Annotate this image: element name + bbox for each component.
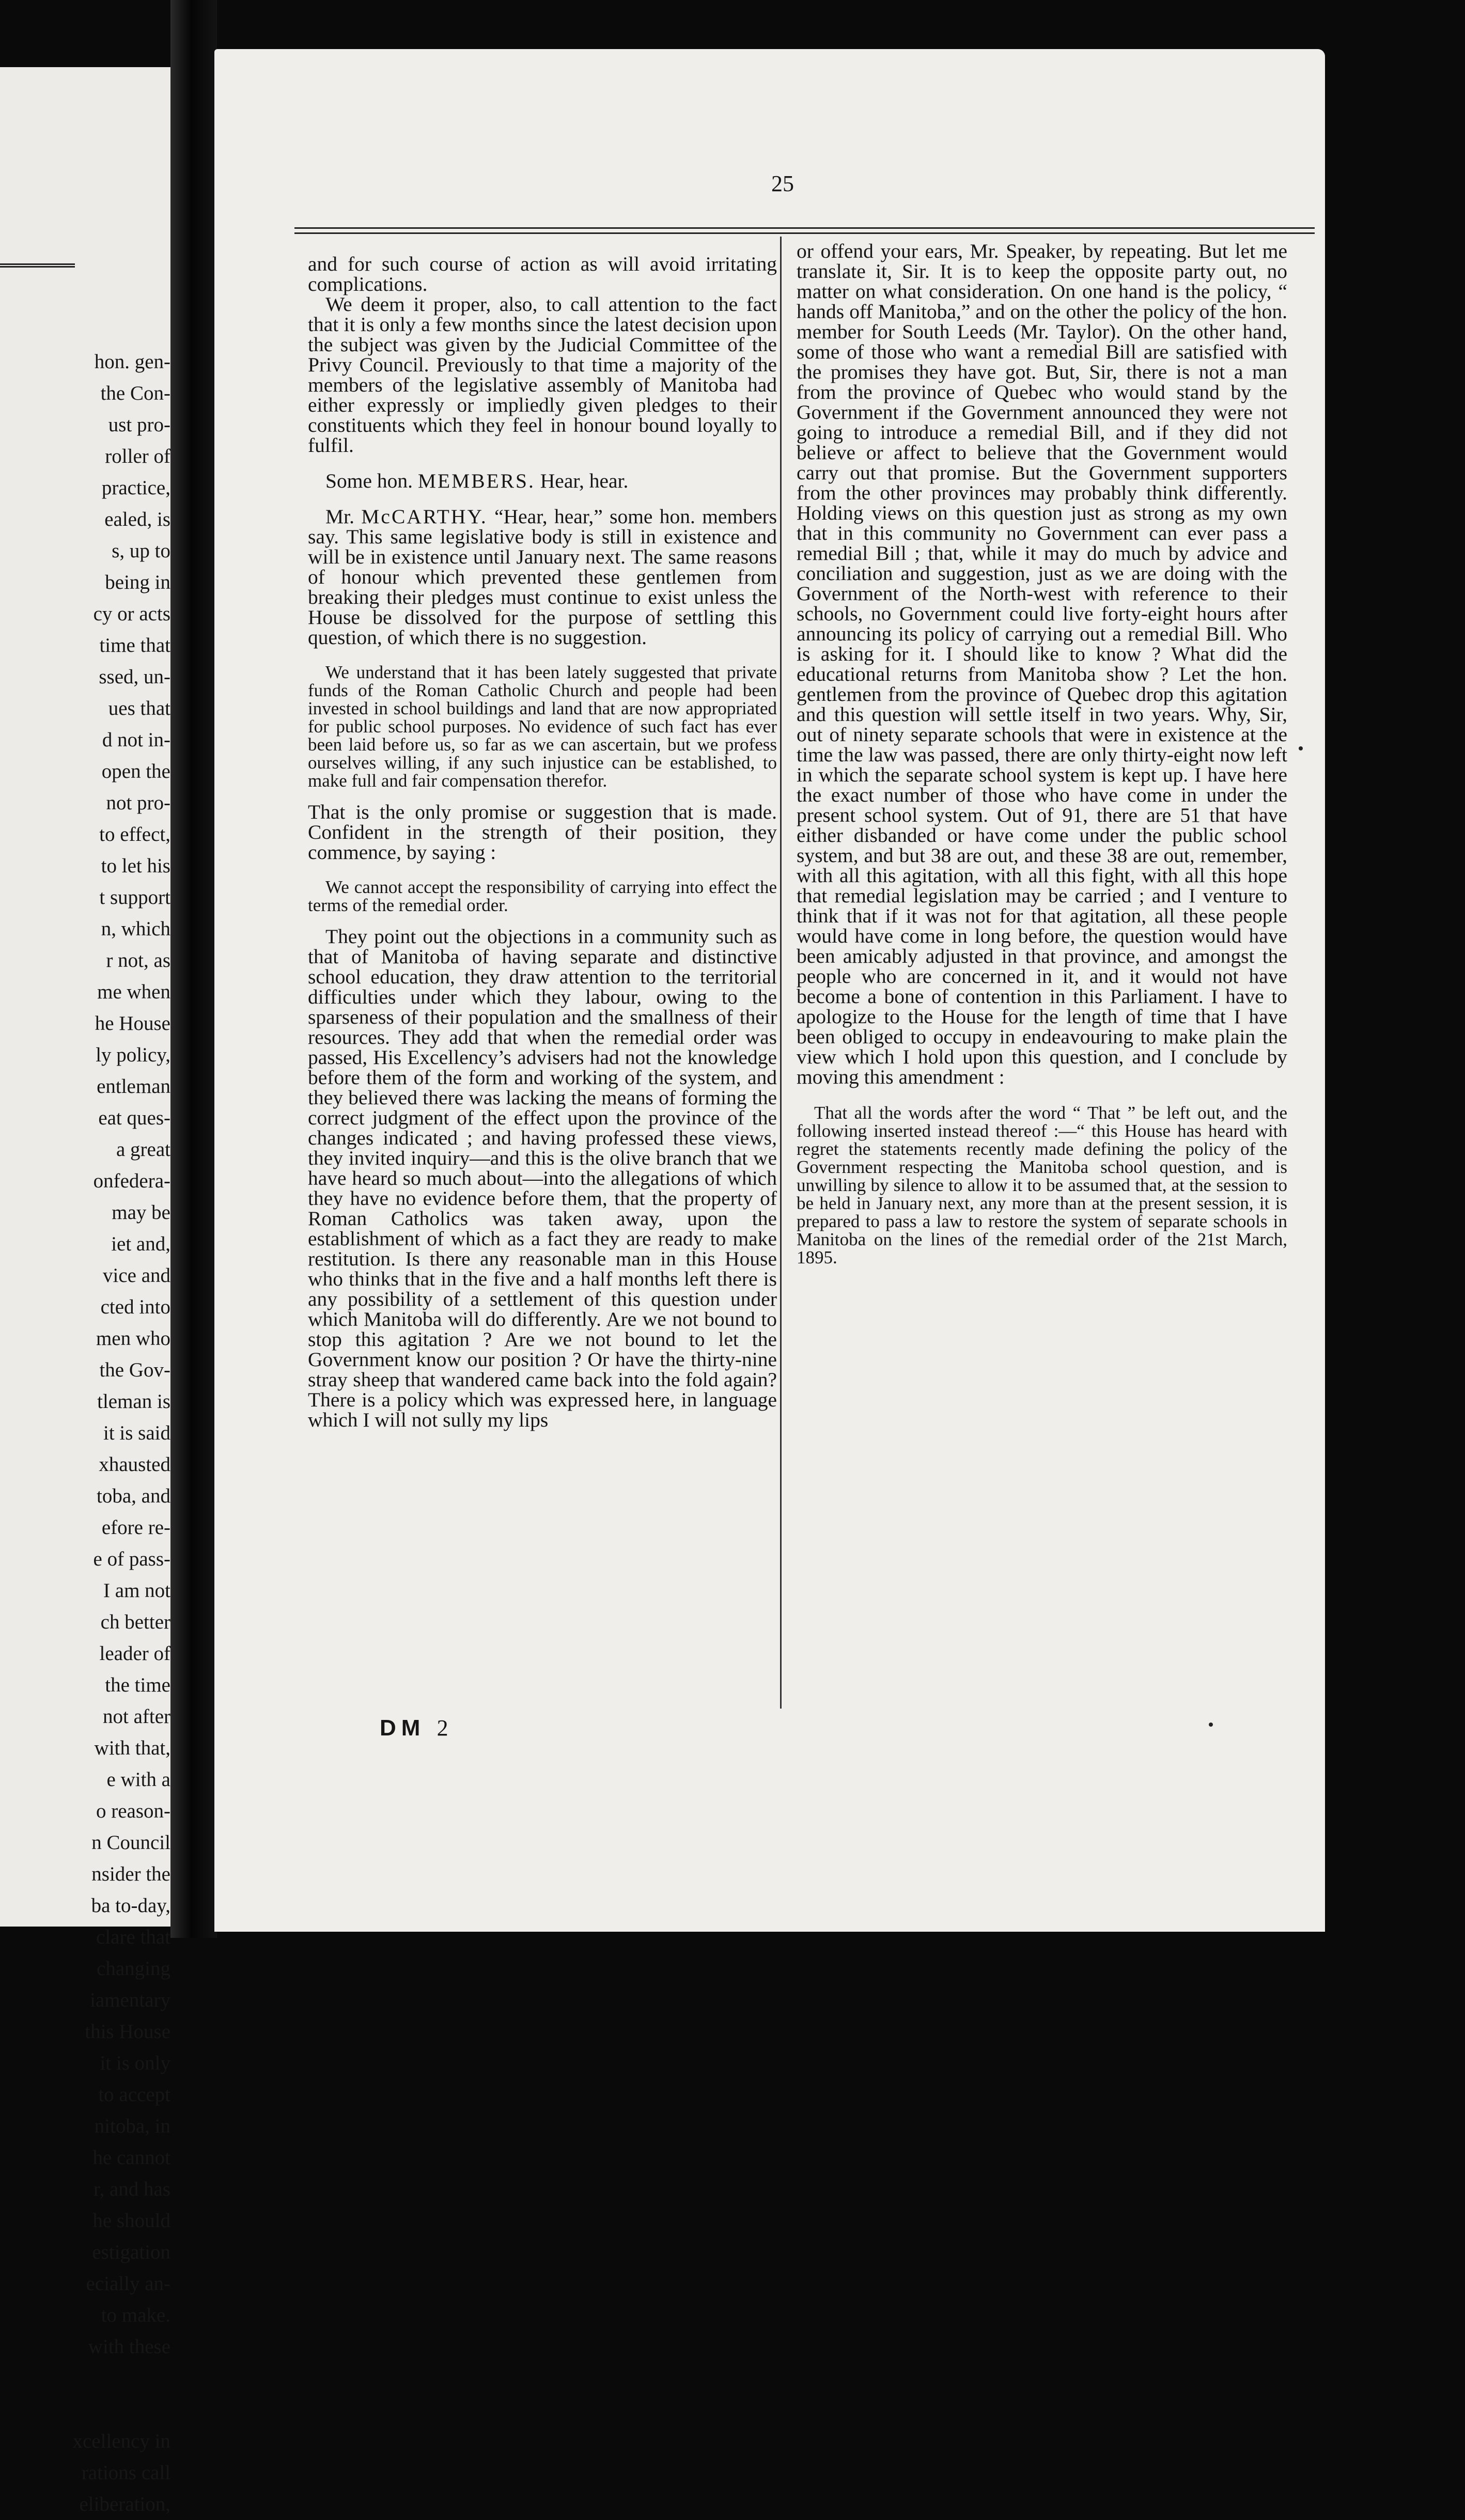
ink-speck (1209, 1723, 1213, 1727)
paragraph: and for such course of action as will avoid irritating complications. (308, 253, 777, 295)
text-line: time that (99, 634, 170, 656)
text-line: cted into (100, 1296, 170, 1318)
book-gutter (170, 0, 217, 1938)
amendment-text: That all the words after the word “ That ” be left out, and the following inserted instead thereof :—“ this House has heard with regret the statements recently made defining the policy of the Government respecting the Manitoba school question, and is unwilling by silence to allow it to be assumed that, at the session to be held in January next, any more than at the present session, it is prepared to pass a law to restore the system of separate schools in Manitoba on the lines of the remedial order of the 21st March, 1895. (797, 1103, 1287, 1267)
text-line: he should (92, 2210, 170, 2232)
text-line: he House (95, 1012, 170, 1035)
text-line: men who (96, 1327, 170, 1350)
text-line: the Con- (100, 382, 170, 404)
text-line: to let his (101, 855, 170, 877)
text-line: this House (85, 2021, 170, 2043)
page-number: 25 (771, 171, 794, 196)
text-line: the time (105, 1674, 170, 1696)
text-line: t support (99, 886, 170, 909)
text-line: ust pro- (108, 414, 170, 436)
text-line: to accept (98, 2084, 170, 2106)
header-double-rule (294, 227, 1315, 237)
text-line: may be (112, 1201, 170, 1224)
text-line: hon. gen- (94, 351, 170, 373)
text-line: ba to-day, (91, 1895, 170, 1917)
quoted-passage: We understand that it has been lately suggested that private funds of the Roman Catholic Church and people had been invested in school buildings and land that are now appropriated for public school purposes. No evidence of such fact has ever been laid before us, so far as we can ascertain, but we profess ourselves willing, if any such injustice can be established, to make full and fair compensation therefor. (308, 662, 777, 791)
text-line: leader of (99, 1642, 170, 1665)
text-line: estigation (92, 2241, 170, 2263)
text-line: e of pass- (93, 1548, 170, 1570)
text-line: d not in- (102, 729, 170, 751)
text-line: he cannot (92, 2147, 170, 2169)
left-column (308, 254, 777, 1430)
text-line: roller of (105, 445, 170, 467)
interjection: Some hon. MEMBERS. Hear, hear. (325, 469, 629, 492)
paragraph: We deem it proper, also, to call attention to the fact that it is only a few months since the latest decision upon the subject was given by the Judicial Committee of the Privy Council. Previously to that time a majority of the members of the legislative assembly of Manitoba had either expressly or impliedly given pledges to their constituents which they feel in honour bound loyally to fulfil. (308, 293, 777, 457)
text-line: it is only (100, 2052, 170, 2074)
text-line: vice and (102, 1264, 170, 1287)
facing-page-fragment (0, 67, 170, 2515)
text-line: tleman is (97, 1390, 170, 1413)
text-line: ch better (100, 1611, 170, 1633)
text-line: s, up to (112, 540, 170, 562)
facing-page-text (0, 346, 170, 2520)
text-line: with these (88, 2336, 170, 2358)
section-rule (0, 263, 75, 268)
text-line: practice, (101, 477, 170, 499)
text-line: the Gov- (99, 1359, 170, 1381)
text-line: r, and has (93, 2178, 170, 2200)
text-line: efore re- (101, 1516, 170, 1539)
column-divider (780, 237, 782, 1709)
text-line: me when (97, 981, 170, 1003)
text-line: rations call (81, 2462, 170, 2484)
text-line: xhausted (99, 1453, 170, 1476)
text-line: toba, and (97, 1485, 170, 1507)
text-line: not after (102, 1705, 170, 1728)
text-line: n, which (101, 918, 170, 940)
text-line: not pro- (106, 792, 170, 814)
text-line: nsider the (91, 1863, 170, 1885)
paragraph: That is the only promise or suggestion that is made. Confident in the strength of their position, they commence, by saying : (308, 801, 777, 864)
text-line: it is said (103, 1422, 170, 1444)
text-line: iet and, (111, 1233, 170, 1255)
ink-speck (1299, 746, 1303, 750)
text-line: open the (101, 760, 170, 782)
text-line: ealed, is (104, 508, 170, 530)
quoted-passage: We cannot accept the responsibility of carrying into effect the terms of the remedial order. (308, 877, 777, 915)
text-line: ues that (108, 697, 170, 719)
text-line: eat ques- (98, 1107, 170, 1129)
text-line: e with a (106, 1768, 170, 1791)
text-line: eliberation, (79, 2493, 170, 2515)
text-line: xcellency in (72, 2430, 170, 2452)
text-line: iamentary (90, 1989, 170, 2011)
text-line: changing (97, 1958, 170, 1980)
speech-paragraph: Mr. McCARTHY. “Hear, hear,” some hon. members say. This same legislative body is still in existence and will be in existence until January next. The same reasons of honour which prevented these gentlemen from breaking their pledges must continue to exist unless the House be dissolved for the purpose of settling this question, of which there is no suggestion. (308, 505, 777, 649)
text-line: ecially an- (86, 2273, 170, 2295)
printer-signature: DM 2 (380, 1715, 448, 1741)
right-column (797, 241, 1287, 1266)
text-line: nitoba, in (94, 2115, 170, 2137)
text-line: ly policy, (96, 1044, 170, 1066)
text-line: to make. (101, 2304, 170, 2326)
text-line: o reason- (96, 1800, 170, 1822)
text-line: I am not (103, 1579, 170, 1602)
text-line: r not, as (106, 949, 170, 972)
text-line: a great (116, 1138, 170, 1161)
text-line: clare that (96, 1926, 170, 1948)
paragraph: They point out the objections in a community such as that of Manitoba of having separate and distinctive school education, they draw attention to the territorial difficulties under which they labour, owing to the sparseness of their population and the smallness of their resources. They add that when the remedial order was passed, His Excellency’s advisers had not the knowledge before them of the form and working of the system, and they believed there was lacking the means of forming the correct judgment of the effect upon the province of the changes indicated ; and having professed these views, they invited inquiry—and this is the olive branch that we have heard so much about—into the allegations of which they have no evidence before them, that the property of Roman Catholics was taken away, upon the establishment of which as a fact they are ready to make restitution. Is there any reasonable man in this House who thinks that in the five and a half months left there is any possibility of a settlement of this question under which Manitoba will do differently. Are we not bound to stop this agitation ? Are we not bound to let the Government know our position ? Or have the thirty-nine stray sheep that wandered came back into the fold again? There is a policy which was expressed here, in language which I will not sully my lips (308, 925, 777, 1431)
text-line: being in (105, 571, 170, 593)
text-line: entleman (97, 1075, 170, 1098)
text-line: onfedera- (93, 1170, 170, 1192)
text-line: ssed, un- (99, 666, 170, 688)
text-line: with that, (94, 1737, 170, 1759)
text-line: cy or acts (93, 603, 170, 625)
text-line: n Council (91, 1832, 170, 1854)
text-line: to effect, (99, 823, 170, 846)
paragraph: or offend your ears, Mr. Speaker, by repeating. But let me translate it, Sir. It is to keep the opposite party out, no matter on what consideration. On one hand is the policy, “ hands off Manitoba,” and on the other the policy of the hon. member for South Leeds (Mr. Taylor). On the other hand, some of those who want a remedial Bill are satisfied with the promises they have got. But, Sir, there is not a man from the province of Quebec who would stand by the Government if the Government announced they were not going to introduce a remedial Bill, and if they did not believe or affect to believe that the Government would carry out that promise. But the Government supporters from the other provinces may probably think differently. Holding views on this question just as strong as my own that in this community no Government can ever pass a remedial Bill ; that, while it may do much by advice and conciliation and suggestion, just as we are doing with the Government of the North-west with reference to their schools, no Government could live forty-eight hours after announcing its policy of carrying out a remedial Bill. Who is asking for it. I should like to know ? What did the educational returns from Manitoba show ? Let the hon. gentlemen from the province of Quebec drop this agitation and this question will settle itself in two years. Why, Sir, out of ninety separate schools that were in existence at the time the law was passed, there are only thirty-eight now left in which the separate school system is kept up. I have here the exact number of those who have come in under the present school system. Out of 91, there are 51 that have either disbanded or have come under the public school system, and but 38 are out, and these 38 are out, remember, with all this agitation, with all this fight, with all this hope that remedial legislation may be carried ; and I venture to think that if it was not for that agitation, all these people would have come in long before, the question would have been amicably adjusted in that province, and amongst the people who are concerned in it, and it would not have become a bone of contention in this Parliament. I have to apologize to the House for the length of time that I have been obliged to occupy in endeavouring to make plain the view which I hold upon this question, and I conclude by moving this amendment : (797, 240, 1287, 1088)
